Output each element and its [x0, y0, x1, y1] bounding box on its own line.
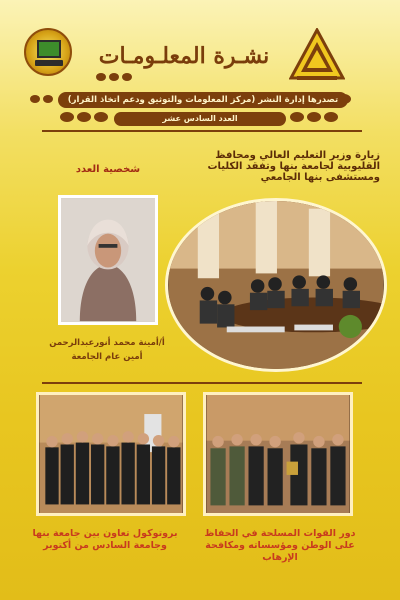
- newsletter-title: نشـرة المعلـومـات: [98, 43, 270, 69]
- university-pyramid-logo-icon: [289, 28, 345, 82]
- protocol-story-caption: بروتوكول تعاون بين جامعة بنها وجامعة السادس من أكتوبر: [32, 528, 178, 551]
- decorative-dots-issue-left: [60, 112, 108, 122]
- decorative-dots-issue-right: [290, 112, 338, 122]
- person-role: أمين عام الجامعة: [71, 352, 143, 362]
- person-photo: [58, 195, 158, 325]
- armed-forces-story-caption: دور القوات المسلحة في الحفاظ على الوطن ومؤسساته ومكافحة الإرهاب: [204, 528, 356, 563]
- divider-top: [42, 130, 362, 132]
- computer-emblem-icon: [24, 28, 72, 76]
- person-name: أ/أمينة محمد أنورعبدالرحمن: [49, 338, 165, 348]
- armed-forces-story-photo: [203, 392, 353, 516]
- decorative-dots-top: [96, 72, 132, 81]
- issue-number-banner: العدد السادس عشر: [114, 112, 286, 126]
- publisher-banner: تصدرها إدارة النشر (مركز المعلومات والتوثيق ودعم اتخاذ القرار): [58, 92, 348, 108]
- main-story-headline: زيارة وزير التعليم العالي ومحافظ القليوبية لجامعة بنها وتفقد الكليات ومستشفى بنها الجامعي: [207, 150, 380, 183]
- divider-middle: [42, 382, 362, 384]
- decorative-dots-left: [30, 94, 53, 103]
- person-of-issue-label: شخصية العدد: [75, 164, 141, 175]
- main-story-photo: [165, 198, 387, 372]
- protocol-story-photo: [36, 392, 186, 516]
